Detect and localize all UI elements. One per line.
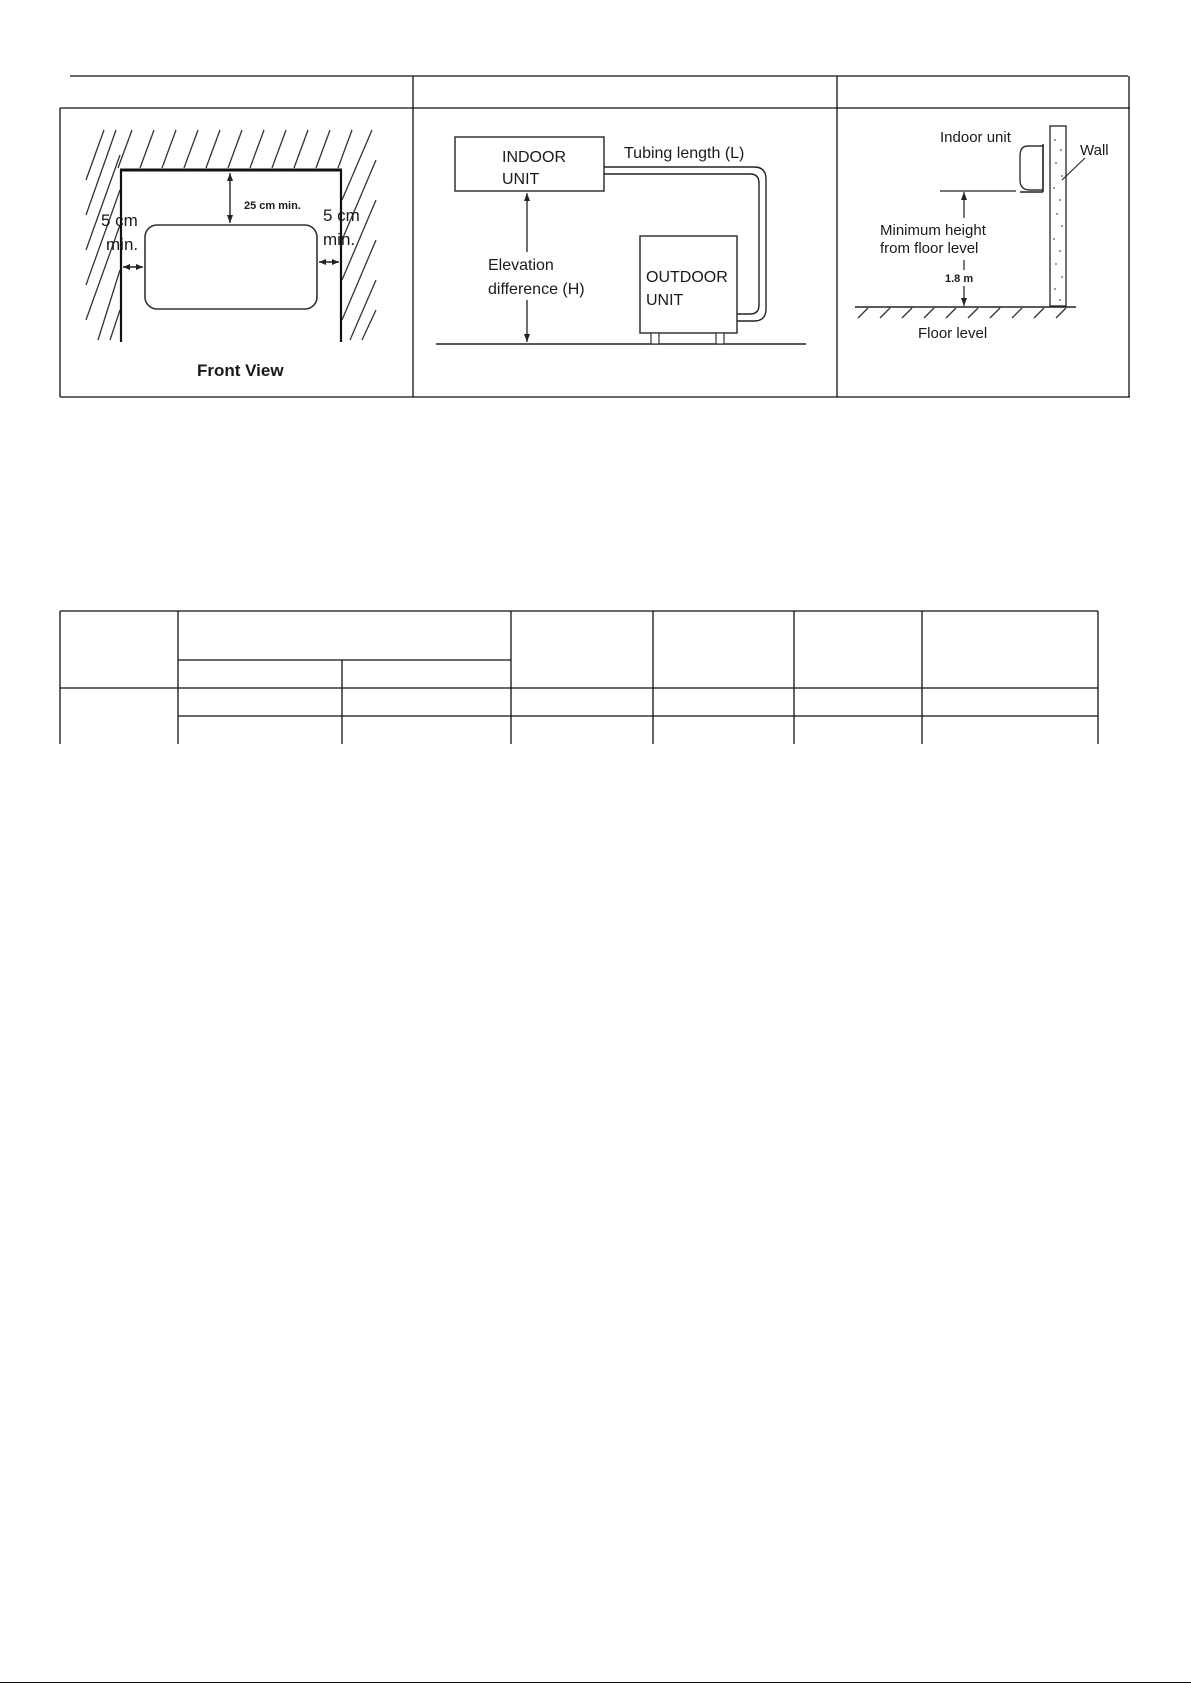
page-bottom-rule — [0, 1682, 1191, 1683]
specifications-table-grid — [60, 611, 1098, 744]
front-view-diagram — [86, 130, 376, 380]
indoor-unit-label-line2: UNIT — [502, 171, 540, 188]
front-view-caption: Front View — [197, 361, 284, 380]
tubing-elevation-diagram — [436, 137, 806, 344]
left-clearance-unit: min. — [106, 235, 139, 254]
indoor-unit-profile — [1020, 146, 1043, 190]
top-clearance-label: 25 cm min. — [244, 200, 301, 212]
indoor-unit-label-line1: INDOOR — [502, 149, 566, 166]
right-clearance-unit: min. — [323, 230, 356, 249]
specifications-table — [0, 600, 1191, 750]
right-clearance-value: 5 cm — [323, 206, 360, 225]
front-indoor-unit — [145, 225, 317, 309]
height-value-label: 1.8 m — [945, 273, 974, 285]
minimum-height-diagram — [855, 126, 1109, 342]
top-wall-hatch — [118, 130, 352, 168]
outdoor-unit-label-line2: UNIT — [646, 292, 684, 309]
wall-section — [1050, 126, 1066, 306]
indoor-unit-height-label: Indoor unit — [940, 129, 1011, 146]
wall-label: Wall — [1080, 142, 1109, 159]
minimum-height-label-line1: Minimum height — [880, 222, 986, 239]
elevation-label-line2: difference (H) — [488, 281, 585, 298]
floor-hatch — [858, 308, 1066, 318]
left-clearance-value: 5 cm — [101, 211, 138, 230]
floor-level-label: Floor level — [918, 325, 988, 342]
elevation-label-line1: Elevation — [488, 257, 554, 274]
minimum-height-label-line2: from floor level — [880, 240, 979, 257]
outdoor-unit-label-line1: OUTDOOR — [646, 269, 728, 286]
installation-figures-table — [0, 0, 1191, 420]
tubing-length-label: Tubing length (L) — [624, 145, 745, 162]
